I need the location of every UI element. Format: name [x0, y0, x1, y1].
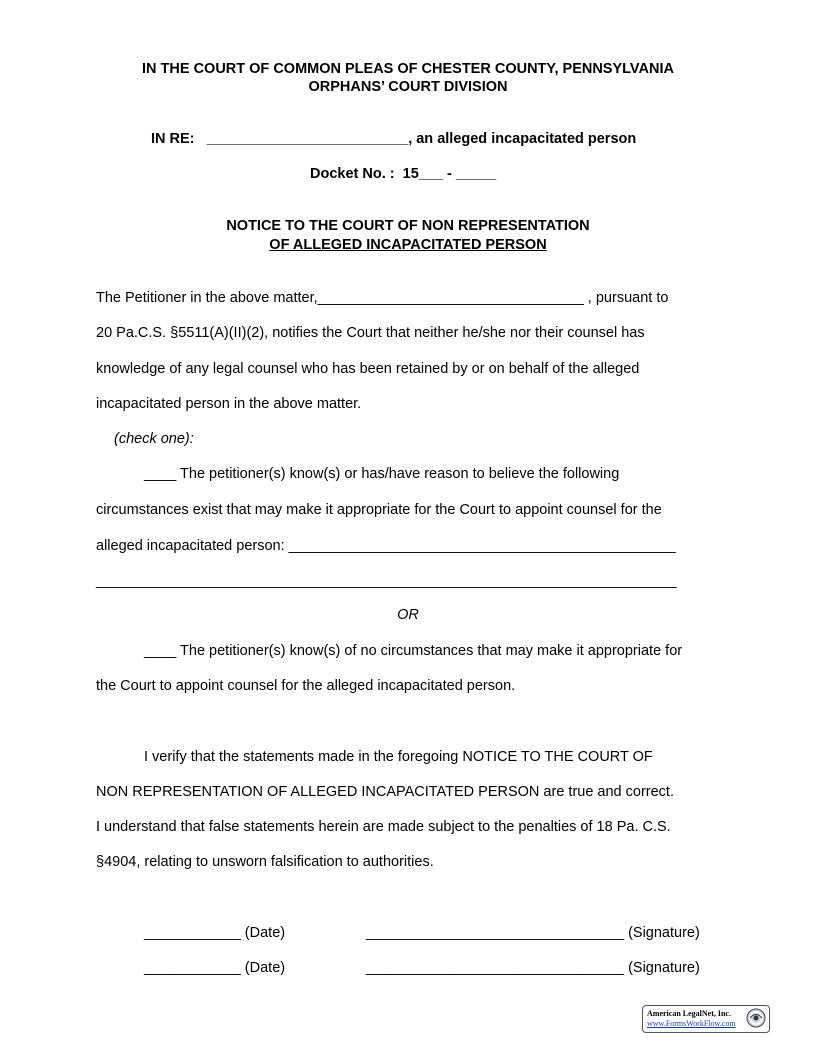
verification-line3: I understand that false statements herein are made subject to the penalties of 18 Pa. C.S. — [96, 819, 671, 835]
in-re-caption: IN RE: _________________________, an alleged incapacitated person — [151, 131, 637, 147]
option1-line4: ________________________________________________________________________ — [96, 573, 677, 589]
american-legalnet-logo[interactable] — [642, 1005, 770, 1033]
option2-line2: the Court to appoint counsel for the alleged incapacitated person. — [96, 678, 516, 694]
logo-url[interactable]: www.FormsWorkFlow.com — [647, 1019, 736, 1028]
signature-line-2[interactable]: ________________________________ (Signature) — [366, 960, 700, 976]
check-one-label: (check one): — [114, 431, 194, 447]
para1-line3: knowledge of any legal counsel who has been retained by or on behalf of the alleged — [96, 361, 640, 377]
notice-title-line2: OF ALLEGED INCAPACITATED PERSON — [269, 237, 547, 253]
para1-line4: incapacitated person in the above matter. — [96, 396, 362, 412]
option1-line1: ____ The petitioner(s) know(s) or has/have reason to believe the following — [144, 466, 620, 482]
date-line-1[interactable]: ____________ (Date) — [144, 925, 286, 941]
option2-line1: ____ The petitioner(s) know(s) of no circumstances that may make it appropriate for — [144, 643, 683, 659]
globe-icon — [746, 1008, 766, 1028]
verification-line1: I verify that the statements made in the foregoing NOTICE TO THE COURT OF — [144, 749, 653, 765]
notice-title-line1: NOTICE TO THE COURT OF NON REPRESENTATION — [226, 218, 590, 234]
docket-number: Docket No. : 15___ - _____ — [310, 166, 497, 182]
para1-line2: 20 Pa.C.S. §5511(A)(II)(2), notifies the Court that neither he/she nor their counsel has — [96, 325, 645, 341]
verification-line4: §4904, relating to unsworn falsification to authorities. — [96, 854, 434, 870]
or-separator: OR — [397, 607, 419, 623]
option1-line2: circumstances exist that may make it appropriate for the Court to appoint counsel for the — [96, 502, 662, 518]
signature-line-1[interactable]: ________________________________ (Signature) — [366, 925, 700, 941]
logo-company: American LegalNet, Inc. — [647, 1009, 731, 1018]
para1-line1: The Petitioner in the above matter,_________________________________ , pursuant to — [96, 290, 669, 306]
division-heading: ORPHANS’ COURT DIVISION — [308, 79, 508, 95]
option1-line3: alleged incapacitated person: ________________________________________________ — [96, 538, 676, 554]
court-heading: IN THE COURT OF COMMON PLEAS OF CHESTER COUNTY, PENNSYLVANIA — [142, 61, 674, 77]
date-line-2[interactable]: ____________ (Date) — [144, 960, 286, 976]
verification-line2: NON REPRESENTATION OF ALLEGED INCAPACITATED PERSON are true and correct. — [96, 784, 674, 800]
